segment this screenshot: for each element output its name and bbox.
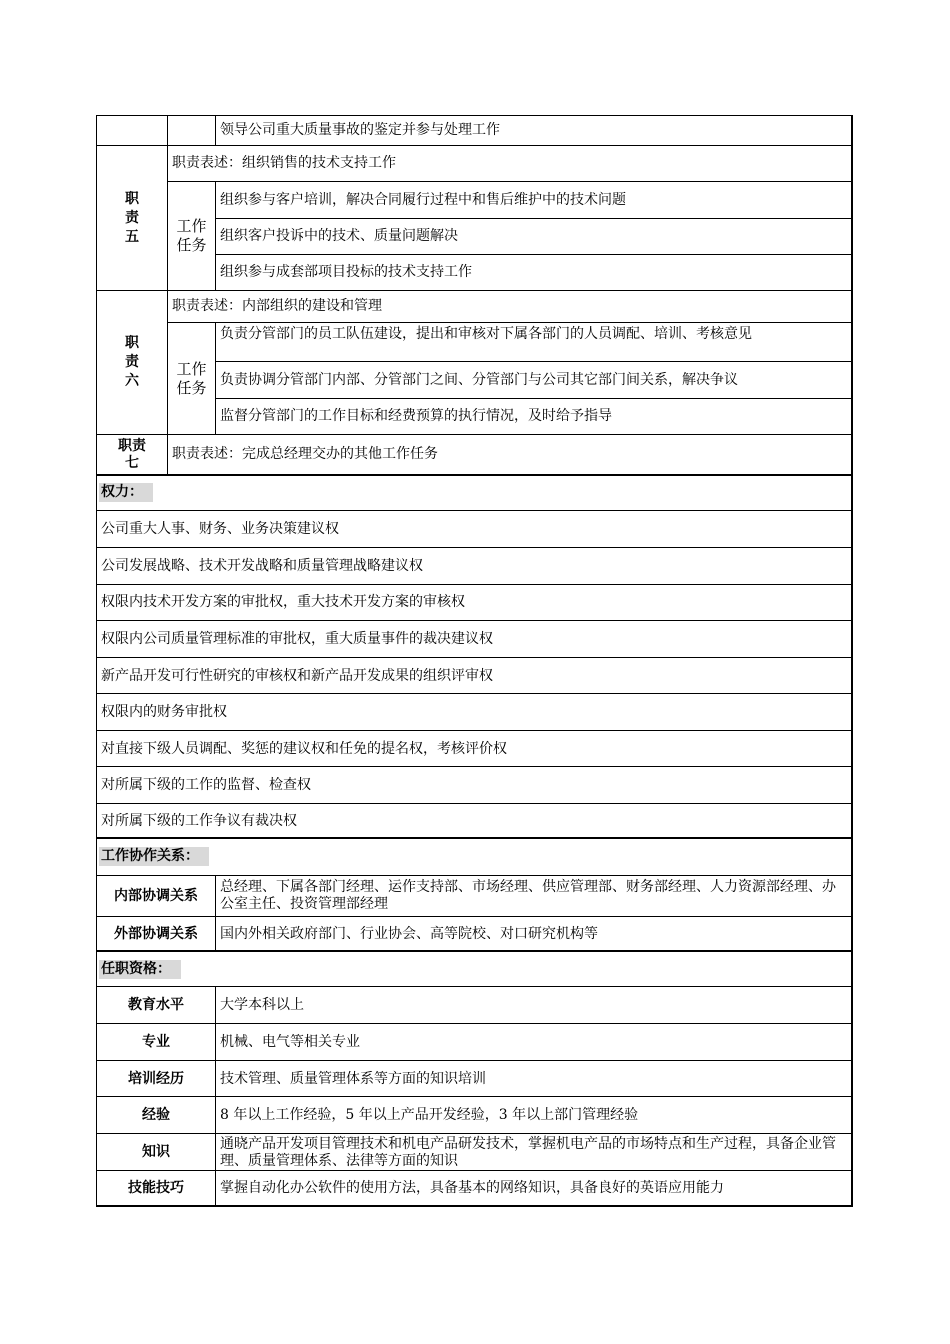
authority-heading: 权力： bbox=[99, 483, 153, 502]
duty5-statement: 职责表述：组织销售的技术支持工作 bbox=[167, 145, 853, 182]
authority-item-2: 公司发展战略、技术开发战略和质量管理战略建议权 bbox=[101, 557, 423, 574]
internal-relations-text: 总经理、下属各部门经理、运作支持部、市场经理、供应管理部、财务部经理、人力资源部经理、办公室主任、投资管理部经理 bbox=[220, 879, 836, 912]
qual-label-major: 专业 bbox=[142, 1033, 170, 1050]
external-relations-label: 外部协调关系 bbox=[114, 925, 198, 942]
qual-value-education: 大学本科以上 bbox=[220, 996, 304, 1013]
duty5-block bbox=[96, 145, 853, 291]
authority-section bbox=[96, 474, 853, 838]
task-text: 领导公司重大质量事故的鉴定并参与处理工作 bbox=[215, 115, 853, 146]
qualifications-heading: 任职资格： bbox=[99, 960, 181, 979]
qual-value-skills: 掌握自动化办公软件的使用方法，具备基本的网络知识，具备良好的英语应用能力 bbox=[220, 1180, 724, 1196]
empty-cell bbox=[96, 115, 168, 146]
qual-label-skills: 技能技巧 bbox=[128, 1180, 184, 1196]
qual-value-knowledge bbox=[216, 1134, 852, 1171]
authority-item-3: 权限内技术开发方案的审批权，重大技术开发方案的审核权 bbox=[101, 594, 465, 610]
duty6-task-3: 监督分管部门的工作目标和经费预算的执行情况，及时给予指导 bbox=[215, 398, 853, 435]
duty6-task-1 bbox=[215, 322, 853, 362]
relations-section bbox=[96, 837, 853, 951]
authority-item-8: 对所属下级的工作的监督、检查权 bbox=[101, 776, 311, 793]
duty6-task-label: 工作 任务 bbox=[167, 322, 216, 435]
duty5-task-2: 组织客户投诉中的技术、质量问题解决 bbox=[215, 218, 853, 255]
duty5-label: 职 责 五 bbox=[96, 145, 168, 291]
authority-item-6: 权限内的财务审批权 bbox=[101, 703, 227, 720]
relations-heading: 工作协作关系： bbox=[99, 847, 209, 866]
duty6-label: 职 责 六 bbox=[96, 290, 168, 435]
duty5-task-label: 工作 任务 bbox=[167, 181, 216, 291]
empty-cell bbox=[167, 115, 216, 146]
qual-value-experience: 8 年以上工作经验，5 年以上产品开发经验，3 年以上部门管理经验 bbox=[220, 1106, 639, 1123]
authority-item-1: 公司重大人事、财务、业务决策建议权 bbox=[101, 520, 339, 537]
authority-item-9: 对所属下级的工作争议有裁决权 bbox=[101, 812, 297, 829]
external-relations-value: 国内外相关政府部门、行业协会、高等院校、对口研究机构等 bbox=[220, 925, 598, 942]
qual-value-training: 技术管理、质量管理体系等方面的知识培训 bbox=[220, 1070, 486, 1087]
authority-item-4: 权限内公司质量管理标准的审批权，重大质量事件的裁决建议权 bbox=[101, 630, 493, 647]
duty7-block bbox=[96, 434, 853, 475]
qual-value-major: 机械、电气等相关专业 bbox=[220, 1033, 360, 1050]
internal-relations-label: 内部协调关系 bbox=[114, 887, 198, 904]
duty6-block bbox=[96, 290, 853, 435]
duty7-label: 职责 七 bbox=[96, 434, 168, 475]
duty6-task-2: 负责协调分管部门内部、分管部门之间、分管部门与公司其它部门间关系，解决争议 bbox=[215, 361, 853, 399]
internal-relations-value bbox=[216, 876, 852, 916]
authority-item-5: 新产品开发可行性研究的审核权和新产品开发成果的组织评审权 bbox=[101, 667, 493, 684]
duty6-task-1-text: 负责分管部门的员工队伍建设，提出和审核对下属各部门的人员调配、培训、考核意见 bbox=[220, 326, 752, 342]
duty5-task-3: 组织参与成套部项目投标的技术支持工作 bbox=[215, 254, 853, 291]
qual-label-knowledge: 知识 bbox=[142, 1144, 170, 1160]
duty7-statement: 职责表述：完成总经理交办的其他工作任务 bbox=[167, 434, 853, 475]
duty6-statement: 职责表述：内部组织的建设和管理 bbox=[167, 290, 853, 323]
qualifications-section bbox=[96, 950, 853, 1207]
duty5-task-1: 组织参与客户培训，解决合同履行过程中和售后维护中的技术问题 bbox=[215, 181, 853, 219]
qual-label-experience: 经验 bbox=[142, 1106, 170, 1123]
authority-item-7: 对直接下级人员调配、奖惩的建议权和任免的提名权，考核评价权 bbox=[101, 740, 507, 757]
top-row bbox=[96, 115, 853, 146]
qual-label-training: 培训经历 bbox=[128, 1070, 184, 1087]
qual-value-knowledge-text: 通晓产品开发项目管理技术和机电产品研发技术，掌握机电产品的市场特点和生产过程，具备企业管理、质量管理体系、法律等方面的知识 bbox=[220, 1136, 836, 1169]
qual-label-education: 教育水平 bbox=[128, 996, 184, 1013]
